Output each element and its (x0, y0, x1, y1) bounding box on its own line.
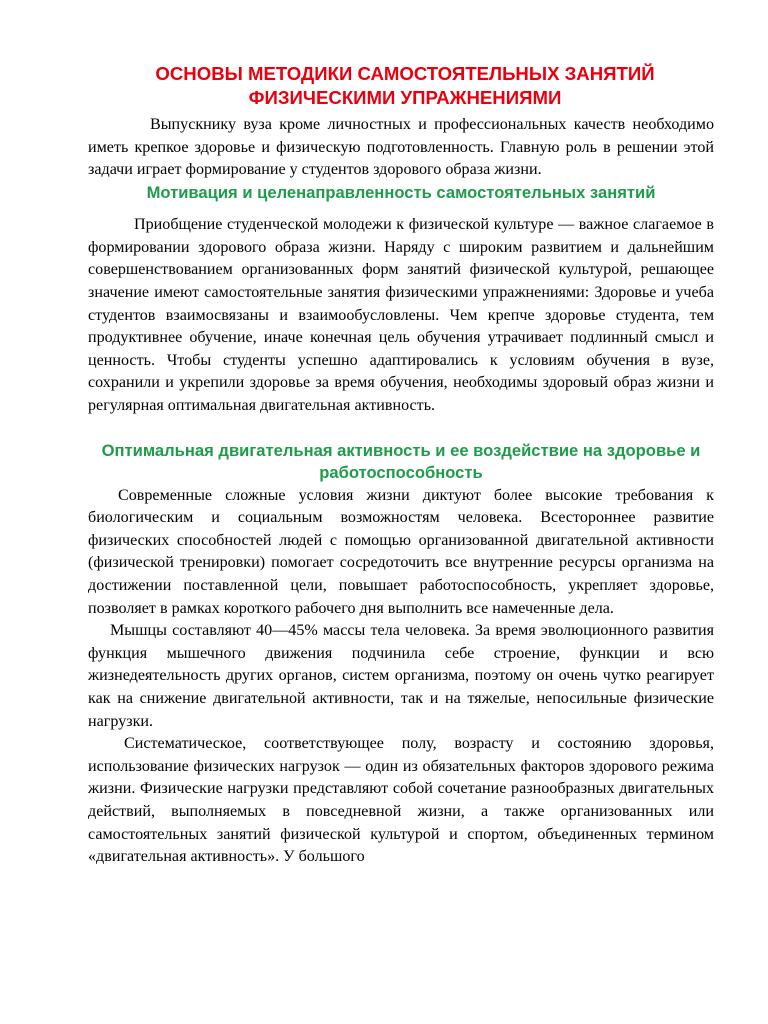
spacer (88, 418, 714, 440)
document-title: ОСНОВЫ МЕТОДИКИ САМОСТОЯТЕЛЬНЫХ ЗАНЯТИЙ ФИЗИЧЕСКИМИ УПРАЖНЕНИЯМИ (155, 63, 655, 108)
activity-paragraph-1: Современные сложные условия жизни диктуют более высокие требования к биологическим и социальным возможностям человека. Всестороннее развитие физических способностей людей с помощью организованной двигательной активности (физической тренировки) помогает сосредоточить все внутренние ресурсы организма на достижении поставленной цели, повышает работоспособность, укрепляет здоровье, позволяет в рамках короткого рабочего дня выполнить все намеченные дела. (88, 486, 714, 617)
intro-paragraph: Выпускнику вуза кроме личностных и профессиональных качеств необходимо иметь крепкое здоровье и физическую подготовленность. Главную роль в решении этой задачи играет формирование у студентов здорового образа жизни. (88, 116, 714, 179)
spacer (88, 204, 714, 214)
section-heading-activity: Оптимальная двигательная активность и ее воздействие на здоровье и работоспособность (101, 440, 701, 483)
section-heading-motivation: Мотивация и целенаправленность самостоятельных занятий (146, 182, 656, 202)
motivation-paragraph: Приобщение студенческой молодежи к физической культуре — важное слагаемое в формировании здорового образа жизни. Наряду с широким развитием и дальнейшим совершенствованием организованных форм занятий физической культурой, решающее значение имеют самостоятельные занятия физическими упражнениями: Здоровье и учеба студентов взаимосвязаны и взаимообусловлены. Чем крепче здоровье студента, тем продуктивнее обучение, иначе конечная цель обучения утрачивает подлинный смысл и ценность. Чтобы студенты успешно адаптировались к условиям обучения в вузе, сохранили и укрепили здоровье за время обучения, необходимы здоровый образ жизни и регулярная оптимальная двигательная активность. (88, 216, 714, 415)
document-page (88, 62, 714, 869)
activity-paragraph-2: Мышцы составляют 40—45% массы тела человека. За время эволюционного развития функция мышечного движения подчинила себе строение, функции и всю жизнедеятельность других органов, систем организма, поэтому он очень чутко реагирует как на снижение двигательной активности, так и на тяжелые, непосильные физические нагрузки. (88, 622, 714, 730)
activity-paragraph-3: Систематическое, соответствующее полу, возрасту и состоянию здоровья, использование физических нагрузок — один из обязательных факторов здорового режима жизни. Физические нагрузки представляют собой сочетание разнообразных двигательных действий, выполняемых в повседневной жизни, а также организованных или самостоятельных занятий физической культурой и спортом, объединенных термином «двигательная активность». У большого (88, 735, 714, 866)
